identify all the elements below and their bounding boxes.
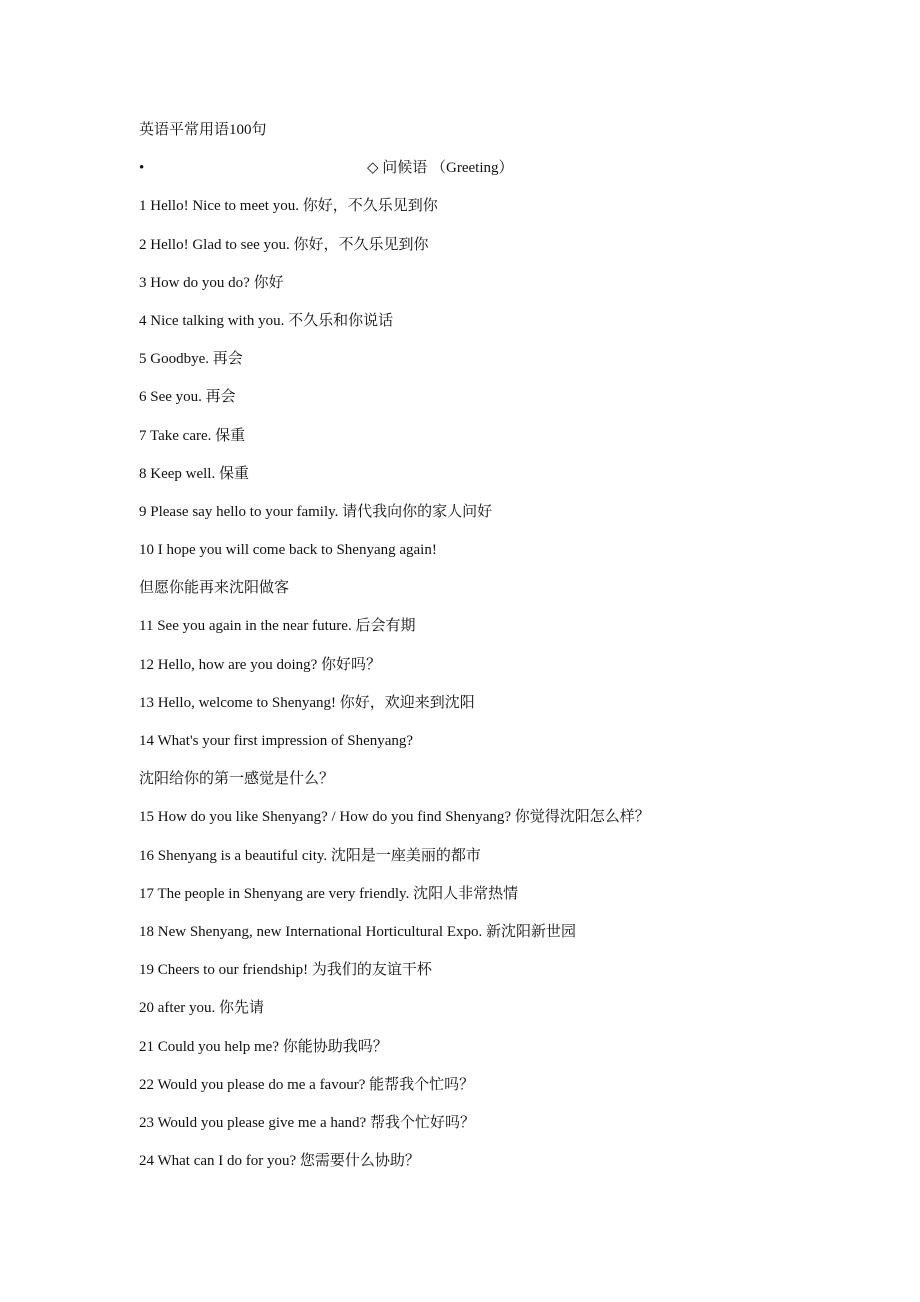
phrase-line: 3 How do you do? 你好 [139,274,284,291]
section-heading-row [139,154,879,192]
phrase-line: 8 Keep well. 保重 [139,465,249,482]
phrase-line: 2 Hello! Glad to see you. 你好，不久乐见到你 [139,236,429,253]
phrase-line: 20 after you. 你先请 [139,1000,264,1017]
phrase-line: 10 I hope you will come back to Shenyang again! [139,542,437,559]
phrase-line: 14 What's your first impression of Shenyang? [139,733,414,749]
phrase-line: 4 Nice talking with you. 不久乐和你说话 [139,312,394,329]
phrase-line: 12 Hello, how are you doing? 你好吗？ [139,656,382,673]
phrase-line: 21 Could you help me? 你能协助我吗？ [139,1038,388,1055]
phrase-line: 9 Please say hello to your family. 请代我向你的家人问好 [139,503,493,520]
phrase-translation-line: 但愿你能再来沈阳做客 [139,580,290,597]
phrase-line: 19 Cheers to our friendship! 为我们的友谊干杯 [139,962,432,979]
phrase-line: 5 Goodbye. 再会 [139,351,243,368]
phrase-line: 23 Would you please give me a hand? 帮我个忙好吗？ [139,1114,475,1131]
phrase-line: 22 Would you please do me a favour? 能帮我个忙吗？ [139,1076,475,1093]
bullet-icon: • [139,160,145,177]
phrase-line: 7 Take care. 保重 [139,427,246,444]
section-heading: ◇ 问候语 （Greeting） [367,160,514,177]
document-title: 英语平常用语100句 [139,122,267,138]
phrase-line: 16 Shenyang is a beautiful city. 沈阳是一座美丽的都市 [139,847,481,864]
phrase-line: 11 See you again in the near future. 后会有期 [139,618,416,635]
document-body [139,116,879,1185]
phrase-line: 15 How do you like Shenyang? / How do you find Shenyang? 你觉得沈阳怎么样？ [139,809,650,826]
phrase-translation-line: 沈阳给你的第一感觉是什么？ [139,771,335,788]
phrase-line: 13 Hello, welcome to Shenyang! 你好，欢迎来到沈阳 [139,694,475,711]
phrase-line: 24 What can I do for you? 您需要什么协助？ [139,1153,420,1170]
phrase-line: 1 Hello! Nice to meet you. 你好，不久乐见到你 [139,198,438,215]
phrase-line: 17 The people in Shenyang are very friendly. 沈阳人非常热情 [139,885,519,902]
phrase-line: 6 See you. 再会 [139,389,236,406]
phrase-line: 18 New Shenyang, new International Horticultural Expo. 新沈阳新世园 [139,923,576,940]
